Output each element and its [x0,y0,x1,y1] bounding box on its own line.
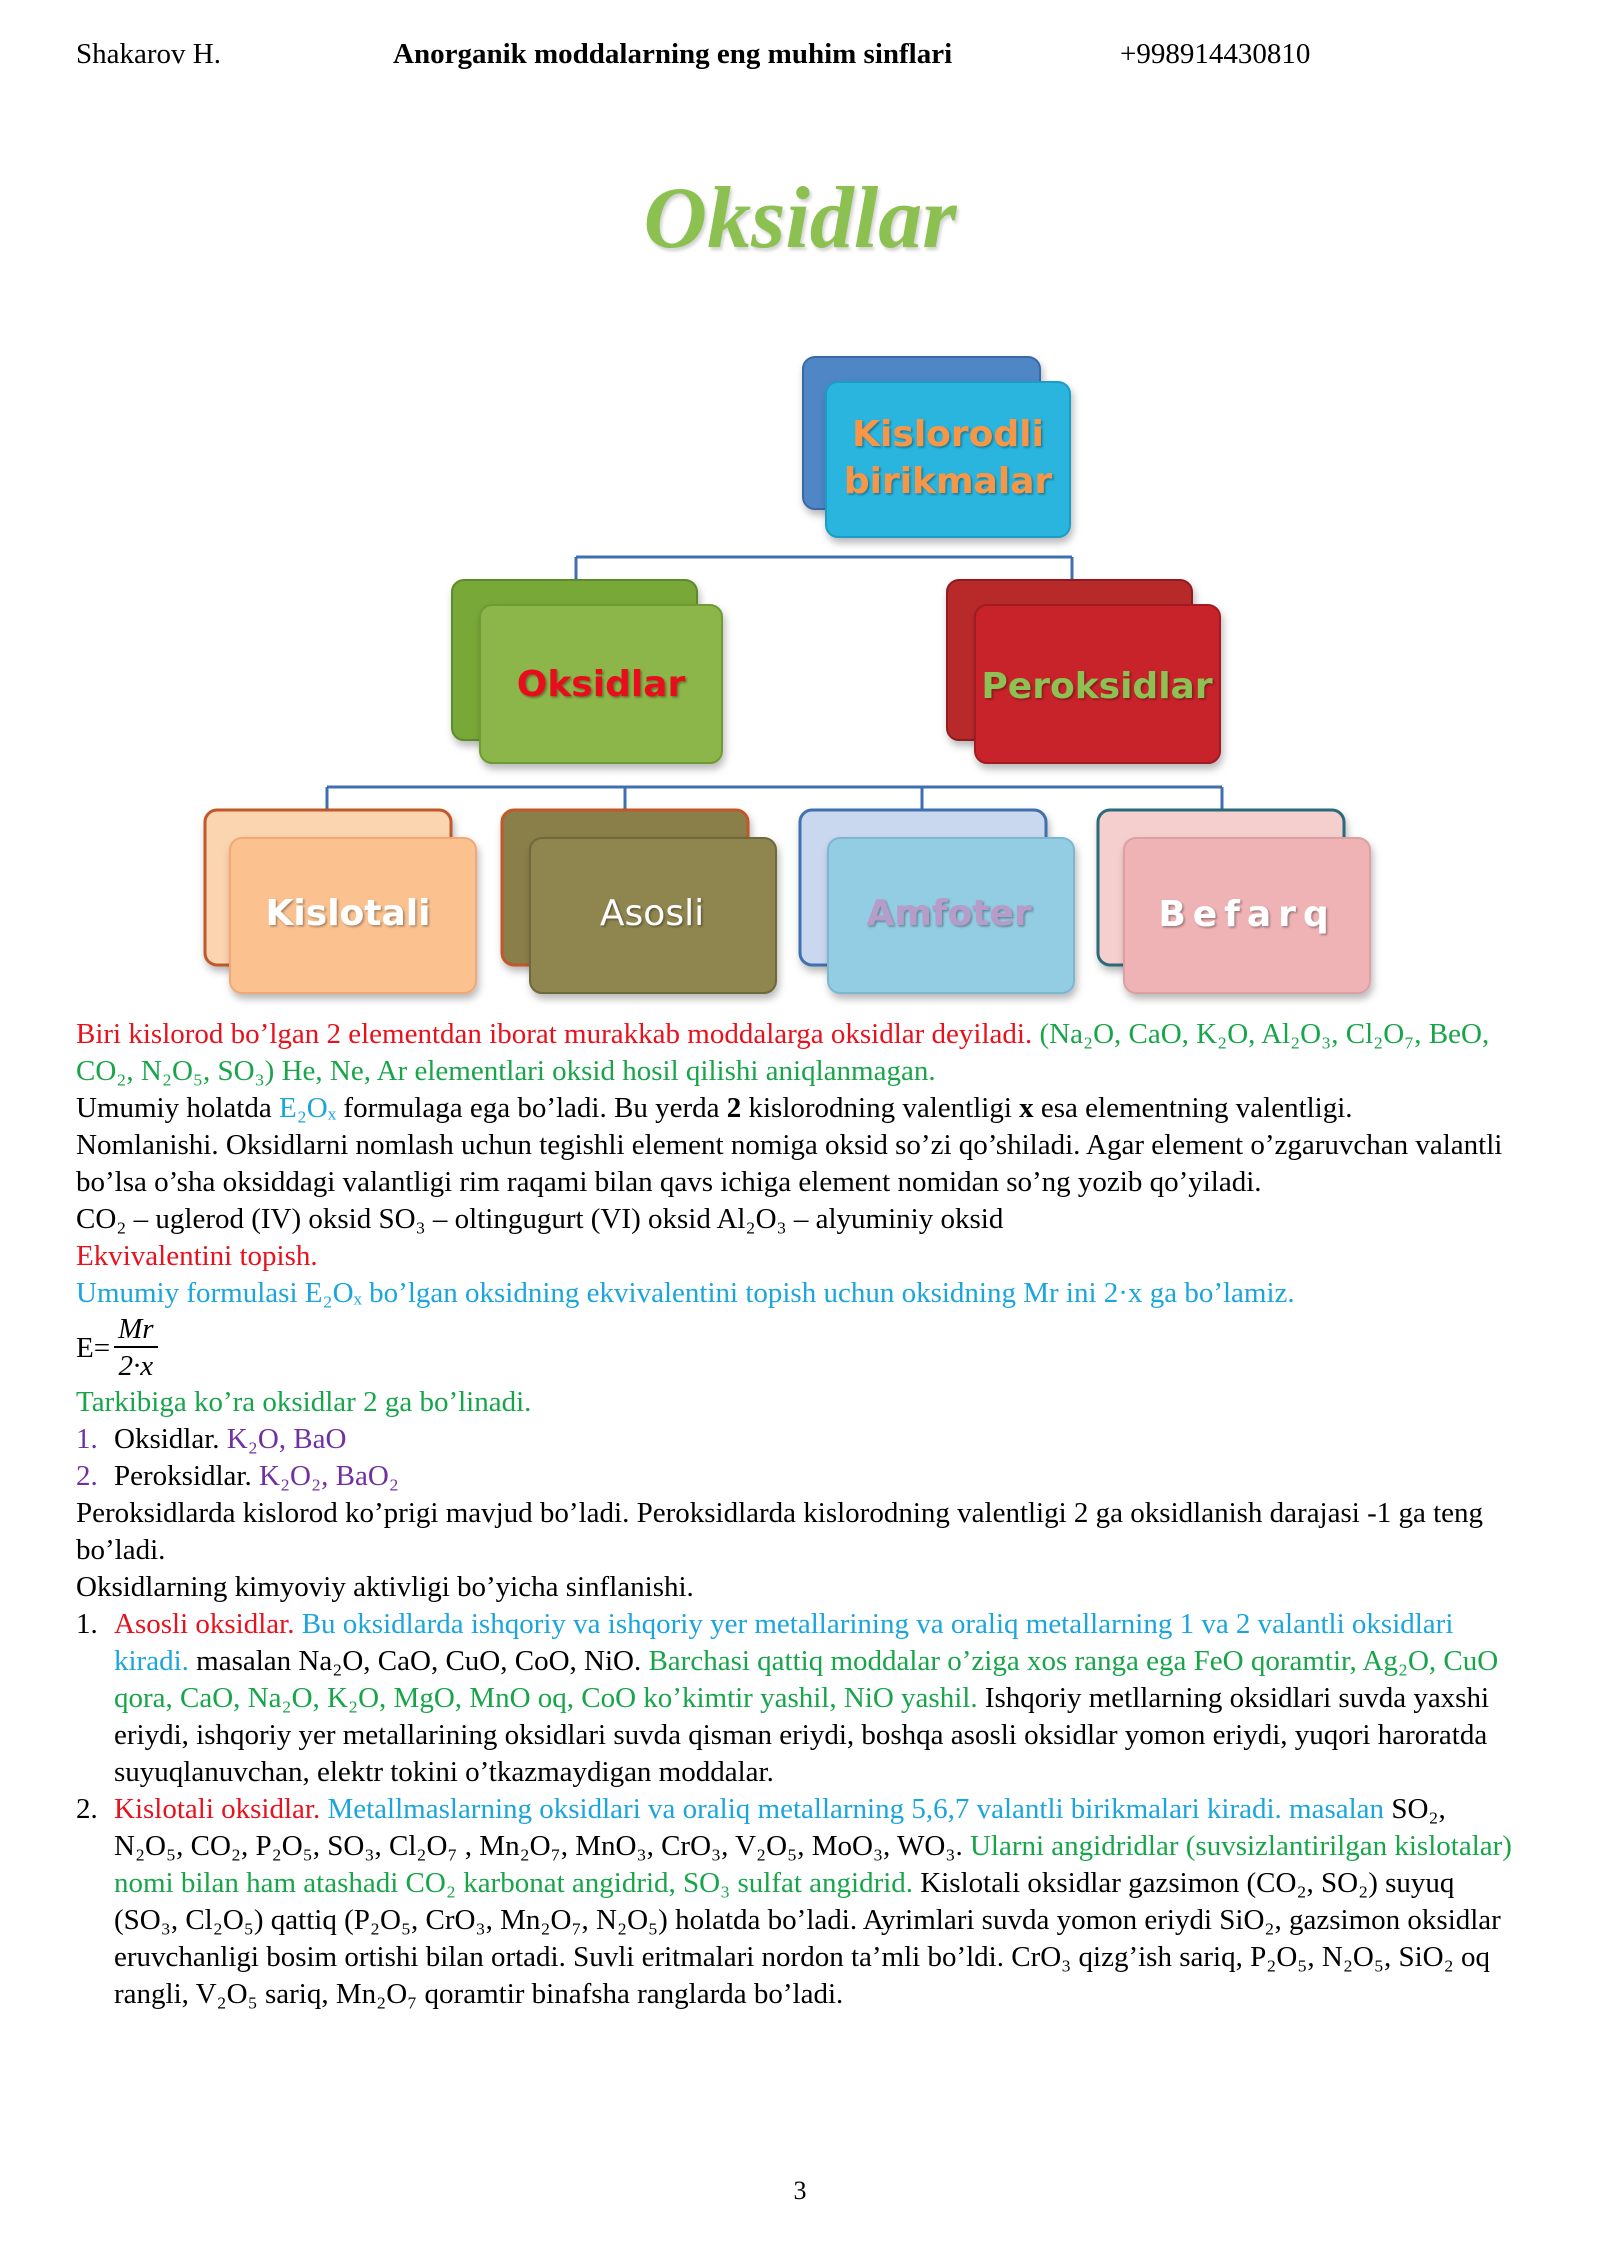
basic-oxides-definition: Bu oksidlarda ishqoriy va ishqoriy yer metallarining va oraliq metallarning 1 va 2 valantli oksidlari kiradi. [114,1608,1454,1677]
composition-heading: Tarkibiga ko’ra oksidlar 2 ga bo’linadi. [76,1386,532,1418]
acidic-oxides-definition: Metallmaslarning oksidlari va oraliq metallarning 5,6,7 valantli birikmalari kiradi. masalan [327,1793,1385,1825]
equivalent-heading: Ekvivalentini topish. [76,1240,318,1272]
diagram-oksidlar-label: Oksidlar [516,664,686,705]
general-text-a: Umumiy holatda [76,1092,279,1124]
diagram-befarq-label: Befarq [1158,894,1336,935]
formula-lhs: E= [76,1331,111,1364]
formula-numerator: Mr [114,1312,157,1348]
diagram-kislotali-label: Kislotali [265,893,431,934]
definition-examples: (Na₂O, CaO, K₂O, Al₂O₃, Cl₂O₇, BeO, CO₂, N₂O₅, SO₃) He, Ne, Ar elementlari oksid hosil qilishi aniqlanmagan. [76,1018,1490,1087]
activity-item-basic [76,1606,1516,1791]
formula-denominator: 2·x [118,1350,154,1382]
activity-item-acidic [76,1791,1516,2013]
diagram-root-line2: birikmalar [843,461,1053,502]
basic-oxides-examples: masalan Na₂O, CaO, CuO, CoO, NiO. [188,1645,649,1677]
general-formula-paragraph [76,1090,1516,1127]
naming-paragraph: Nomlanishi. Oksidlarni nomlash uchun tegishli element nomiga oksid so’zi qo’shiladi. Agar element o’zgaruvchan valantli bo’lsa o’sha oksiddagi valantligi rim raqami bilan qavs ichiga element nomidan so’ng yozib qo’yiladi. [76,1129,1503,1198]
header-phone: +998914430810 [1120,38,1311,70]
diagram-node-befarq [1098,810,1370,993]
diagram-root-line1: Kislorodli [852,414,1044,455]
diagram-node-oksidlar [452,580,722,763]
basic-oxides-colors: Barchasi qattiq moddalar o’ziga xos ranga ega FeO qoramtir, Ag₂O, CuO qora, CaO, Na₂O, K₂O, MgO, MnO oq, CoO ko’kimtir yashil, NiO yashil. [114,1645,1499,1714]
list-number: 1. [76,1608,98,1640]
activity-heading: Oksidlarning kimyoviy aktivligi bo’yicha sinflanishi. [76,1571,694,1603]
page-number: 3 [793,2176,807,2205]
general-formula: E₂Oₓ [278,1092,337,1124]
general-text-c: kislorodning valentligi [741,1092,1020,1124]
peroxide-paragraph: Peroksidlarda kislorod ko’prigi mavjud bo’ladi. Peroksidlarda kislorodning valentligi 2 ga oksidlanish darajasi -1 ga teng bo’ladi. [76,1497,1484,1566]
page-title: Oksidlar [643,170,957,267]
general-bold-2: 2 [726,1092,742,1124]
definition-paragraph [76,1016,1516,1090]
general-bold-x: x [1019,1092,1034,1124]
list-number: 2. [76,1793,98,1825]
equivalent-formula [76,1312,1516,1384]
diagram-amfoter-label: Amfoter [866,893,1032,934]
diagram-node-peroksidlar [947,580,1220,763]
definition-text: Biri kislorod bo’lgan 2 elementdan iborat murakkab moddalarga oksidlar deyiladi. [76,1018,1040,1050]
formula-fraction [114,1312,157,1384]
classification-diagram [0,0,1600,1010]
composition-item-oksidlar [76,1421,1516,1458]
header-author: Shakarov H. [76,38,221,70]
basic-oxides-properties: Ishqoriy metllarning oksidlari suvda yaxshi eriydi, ishqoriy yer metallarining oksidlari suvda qisman eriydi, boshqa asosli oksidlar yomon eriydi, yuqori haroratda suyuqlanuvchan, elektr tokini o’tkazmaydigan moddalar. [114,1682,1490,1788]
acidic-oxides-title: Kislotali oksidlar. [114,1793,328,1825]
list-number: 1. [76,1423,98,1455]
general-text-b: formulaga ega bo’ladi. Bu yerda [336,1092,727,1124]
acidic-oxides-examples: SO₂, N₂O₅, CO₂, P₂O₅, SO₃, Cl₂O₇ , Mn₂O₇, MnO₃, CrO₃, V₂O₅, MoO₃, WO₃. [114,1793,1446,1862]
diagram-node-asosli [502,810,776,993]
list-examples: K₂O, BaO [226,1423,347,1455]
body-text [76,1016,1516,2013]
diagram-asosli-label: Asosli [599,893,705,934]
general-text-d: esa elementning valentligi. [1033,1092,1353,1124]
header-subject: Anorganik moddalarning eng muhim sinflari [393,38,953,70]
basic-oxides-title: Asosli oksidlar. [114,1608,302,1640]
diagram-peroksidlar-label: Peroksidlar [981,666,1213,707]
equivalent-text: Umumiy formulasi E₂Oₓ bo’lgan oksidning ekvivalentini topish uchun oksidning Mr ini 2·x ga bo’lamiz. [76,1277,1295,1309]
diagram-node-kislotali [205,810,476,993]
composition-item-peroksidlar [76,1458,1516,1495]
diagram-node-root [803,357,1070,537]
list-number: 2. [76,1460,98,1492]
diagram-node-amfoter [800,810,1074,993]
list-examples: K₂O₂, BaO₂ [259,1460,399,1492]
naming-examples: CO₂ – uglerod (IV) oksid SO₃ – oltingugurt (VI) oksid Al₂O₃ – alyuminiy oksid [76,1203,1004,1235]
list-label: Peroksidlar. [114,1460,259,1492]
acidic-oxides-properties: Kislotali oksidlar gazsimon (CO₂, SO₂) suyuq (SO₃, Cl₂O₅) qattiq (P₂O₅, CrO₃, Mn₂O₇, N₂O₅) holatda bo’ladi. Ayrimlari suvda yomon eriydi SiO₂, gazsimon oksidlar eruvchanligi bosim ortishi bilan ortadi. Suvli eritmalari nordon ta’mli bo’ldi. CrO₃ qizg’ish sariq, P₂O₅, N₂O₅, SiO₂ oq rangli, V₂O₅ sariq, Mn₂O₇ qoramtir binafsha ranglarda bo’ladi. [114,1867,1501,2010]
list-label: Oksidlar. [114,1423,227,1455]
acidic-oxides-anhydrides: Ularni angidridlar (suvsizlantirilgan kislotalar) nomi bilan ham atashadi CO₂ karbonat angidrid, SO₃ sulfat angidrid. [114,1830,1512,1899]
